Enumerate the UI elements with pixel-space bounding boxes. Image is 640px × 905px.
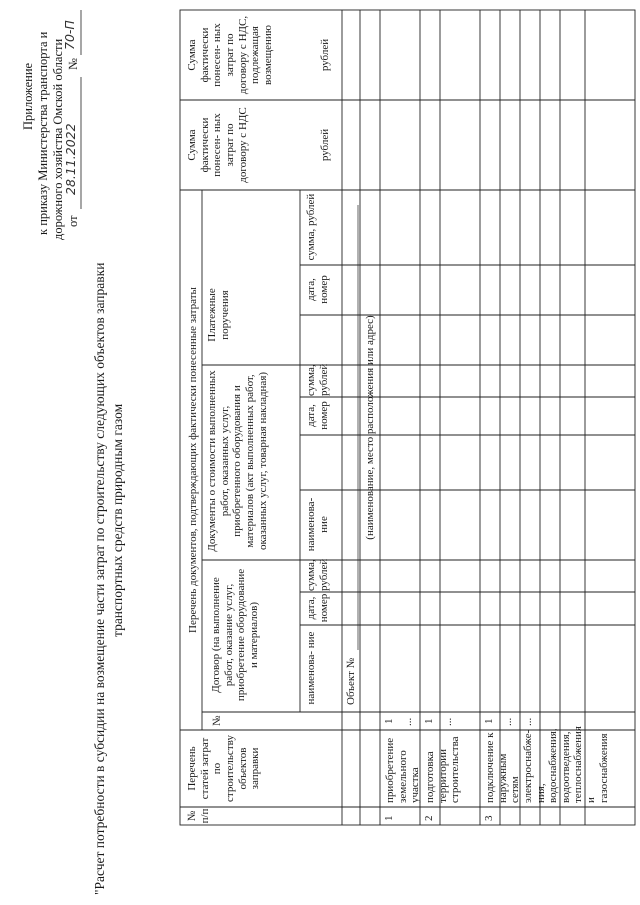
header-sub-num: № [211, 715, 223, 726]
row2-label: подготовка территории строительства [424, 736, 462, 803]
header-payment-sum: сумма, рублей [305, 193, 317, 261]
object-label: Объект № [345, 657, 357, 705]
row3-sub2: ... [502, 717, 514, 726]
row1-label: приобретение земельного участка [384, 737, 422, 803]
unit-rubles-2: рублей [319, 38, 331, 72]
object-caption: (наименование, место расположения или адрес) [364, 315, 376, 540]
appendix-title: Приложение [21, 62, 35, 130]
appendix-number: 70-П [62, 20, 77, 50]
header-cost-date: дата, номер [305, 401, 330, 430]
header-payment-orders: Платежные поручения [206, 288, 231, 342]
row2-num: 2 [423, 815, 435, 821]
header-sum-with-vat: Сумма фактически понесен- ных затрат по договору с НДС [186, 107, 249, 183]
row3-sub3: ... [522, 717, 534, 726]
appendix-date: 28.11.2022 [63, 123, 78, 195]
row3-num: 3 [483, 815, 495, 821]
header-contract: Договор (на выполнение работ, оказание услуг, приобретение оборудование и материалов) [210, 568, 260, 702]
header-contract-name: наименова- ние [305, 631, 317, 705]
header-cost-name: наименова- ние [305, 497, 330, 552]
header-sum-reimbursable: Сумма фактически понесен- ных затрат по договору с НДС, подлежащая возмещению [186, 15, 274, 95]
row1-sub2: ... [402, 717, 414, 726]
row1-num: 1 [383, 815, 395, 821]
header-num: № п/п [186, 808, 211, 824]
appendix-number-label: № [66, 58, 80, 70]
appendix-order-line: к приказу Министерства транспорта и [36, 31, 50, 235]
header-cost-items: Перечень статей затрат по строительству объектов заправки [186, 735, 262, 802]
header-documents: Перечень документов, подтверждающих фактически понесенные затраты [187, 287, 199, 633]
row1-sub1: 1 [383, 718, 395, 724]
document-title-line1: "Расчет потребности в субсидии на возмещение части затрат по строительству следующих объектов заправки [92, 262, 107, 895]
header-cost-documents: Документы о стоимости выполненных работ, оказанных услуг, приобретенного оборудования и материалов (акт выполненных работ, оказанных услуг, товарная накладная) [206, 370, 269, 552]
header-contract-date: дата, номер [305, 593, 330, 623]
row3-sub1: 1 [483, 718, 495, 724]
appendix-ministry-line: дорожного хозяйства Омской области [51, 38, 65, 240]
appendix-from-label: от [66, 215, 80, 227]
header-payment-date: дата, номер [305, 275, 330, 304]
header-contract-sum: сумма, рублей [305, 558, 330, 591]
header-cost-sum: сумма, рублей [305, 363, 330, 396]
unit-rubles-1: рублей [319, 128, 331, 162]
row2-sub1: 1 [423, 718, 435, 724]
document-title-line2: транспортных средств природным газом [110, 403, 125, 637]
row2-sub2: ... [442, 717, 454, 726]
row3-label: подключение к наружным сетям электроснабже- ния, водоснабжения, водоотведения, теплоснабжения и газоснабжения [484, 726, 610, 803]
